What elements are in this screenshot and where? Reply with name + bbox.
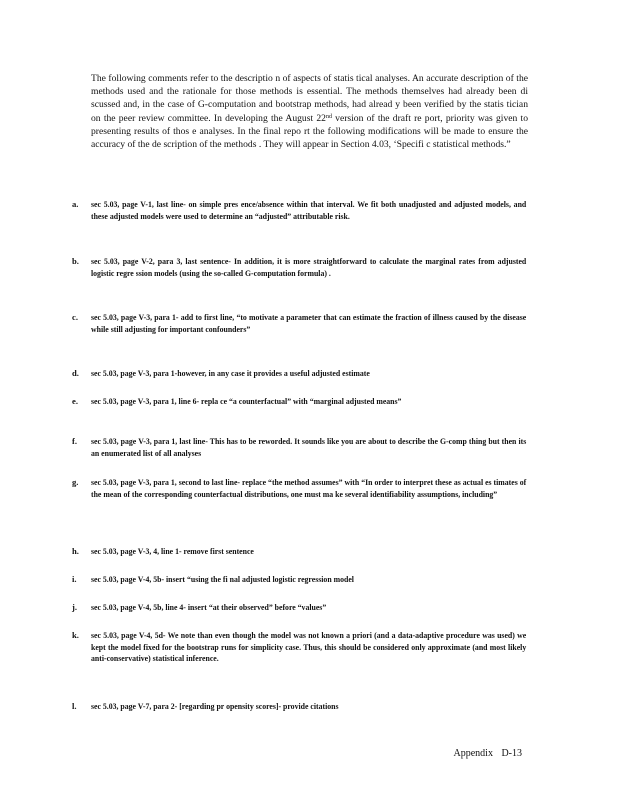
item-text: sec 5.03, page V-2, para 3, last sentence- In addition, it is more straightforward to calculate the marginal rates from adjusted logistic regre ssion models (using the so-called G-computation formula) .	[91, 257, 527, 278]
comment-item-k	[72, 630, 528, 665]
intro-ordinal-suffix: nd	[325, 113, 332, 120]
intro-text-part2: version of the draft re port, priority was given to presenting results of thos e analyses. In the final repo rt the following modifications will be made to ensure the accuracy of the de scription of the methods . They will appear in Section 4.03, ‘Specifi c statistical methods.”	[91, 112, 528, 151]
comment-item-c	[72, 312, 528, 335]
item-marker: i.	[72, 574, 77, 584]
item-marker: e.	[72, 396, 78, 406]
item-marker: k.	[72, 630, 79, 640]
comment-item-f	[72, 436, 528, 459]
item-marker: h.	[72, 546, 79, 556]
item-marker: b.	[72, 256, 79, 266]
item-marker: j.	[72, 602, 78, 612]
comment-item-h	[72, 546, 528, 558]
comment-item-b	[72, 256, 528, 279]
comment-item-d	[72, 368, 528, 380]
item-text: sec 5.03, page V-3, para 1-however, in any case it provides a useful adjusted estimate	[91, 369, 370, 378]
item-text: sec 5.03, page V-4, 5b, line 4- insert “at their observed” before “values”	[91, 603, 327, 612]
intro-text-part1: The following comments refer to the descriptio n of aspects of statis tical analyses. An accurate description of the methods used and the rationale for those methods is essential. The methods themselves had already been di scussed and, in the case of G-computation and bootstrap methods, had alread y been verified by the statis tician on the peer review committee. In developing the August 22	[91, 73, 528, 124]
item-marker: d.	[72, 368, 79, 378]
item-text: sec 5.03, page V-3, para 1, last line- This has to be reworded. It sounds like you are about to describe the G-comp thing but then its an enumerated list of all analyses	[91, 437, 527, 458]
item-text: sec 5.03, page V-7, para 2- [regarding pr opensity scores]- provide citations	[91, 702, 339, 711]
comment-item-j	[72, 602, 528, 614]
comment-item-a	[72, 199, 528, 222]
item-text: sec 5.03, page V-3, para 1, second to last line- replace “the method assumes” with “In order to interpret these as actual es timates of the mean of the corresponding counterfactual distributions, one must ma ke several identifiability assumptions, including”	[91, 478, 527, 499]
comment-item-g	[72, 477, 528, 500]
item-marker: f.	[72, 436, 78, 446]
item-text: sec 5.03, page V-3, para 1, line 6- repla ce “a counterfactual” with “marginal adjusted means”	[91, 397, 402, 406]
item-marker: c.	[72, 312, 78, 322]
page-footer: Appendix D-13	[453, 748, 522, 759]
comment-item-e	[72, 396, 528, 408]
item-text: sec 5.03, page V-4, 5b- insert “using the fi nal adjusted logistic regression model	[91, 575, 354, 584]
item-marker: a.	[72, 199, 79, 209]
item-marker: g.	[72, 477, 79, 487]
item-text: sec 5.03, page V-1, last line- on simple pres ence/absence within that interval. We fit both unadjusted and adjusted models, and these adjusted models were used to determine an “adjusted” attributable risk.	[91, 200, 527, 221]
item-text: sec 5.03, page V-4, 5d- We note than even though the model was not known a priori (and a data-adaptive procedure was used) we kept the model fixed for the bootstrap runs for simplicity case. Thus, this should be considered only approximate (and most likely anti-conservative) statistical inference.	[91, 631, 527, 663]
item-marker: l.	[72, 701, 77, 711]
item-text: sec 5.03, page V-3, 4, line 1- remove first sentence	[91, 547, 254, 556]
item-text: sec 5.03, page V-3, para 1- add to first line, “to motivate a parameter that can estimate the fraction of illness caused by the disease while still adjusting for important confounders”	[91, 313, 527, 334]
comment-item-l	[72, 701, 528, 713]
intro-paragraph	[91, 72, 528, 151]
comment-item-i	[72, 574, 528, 586]
